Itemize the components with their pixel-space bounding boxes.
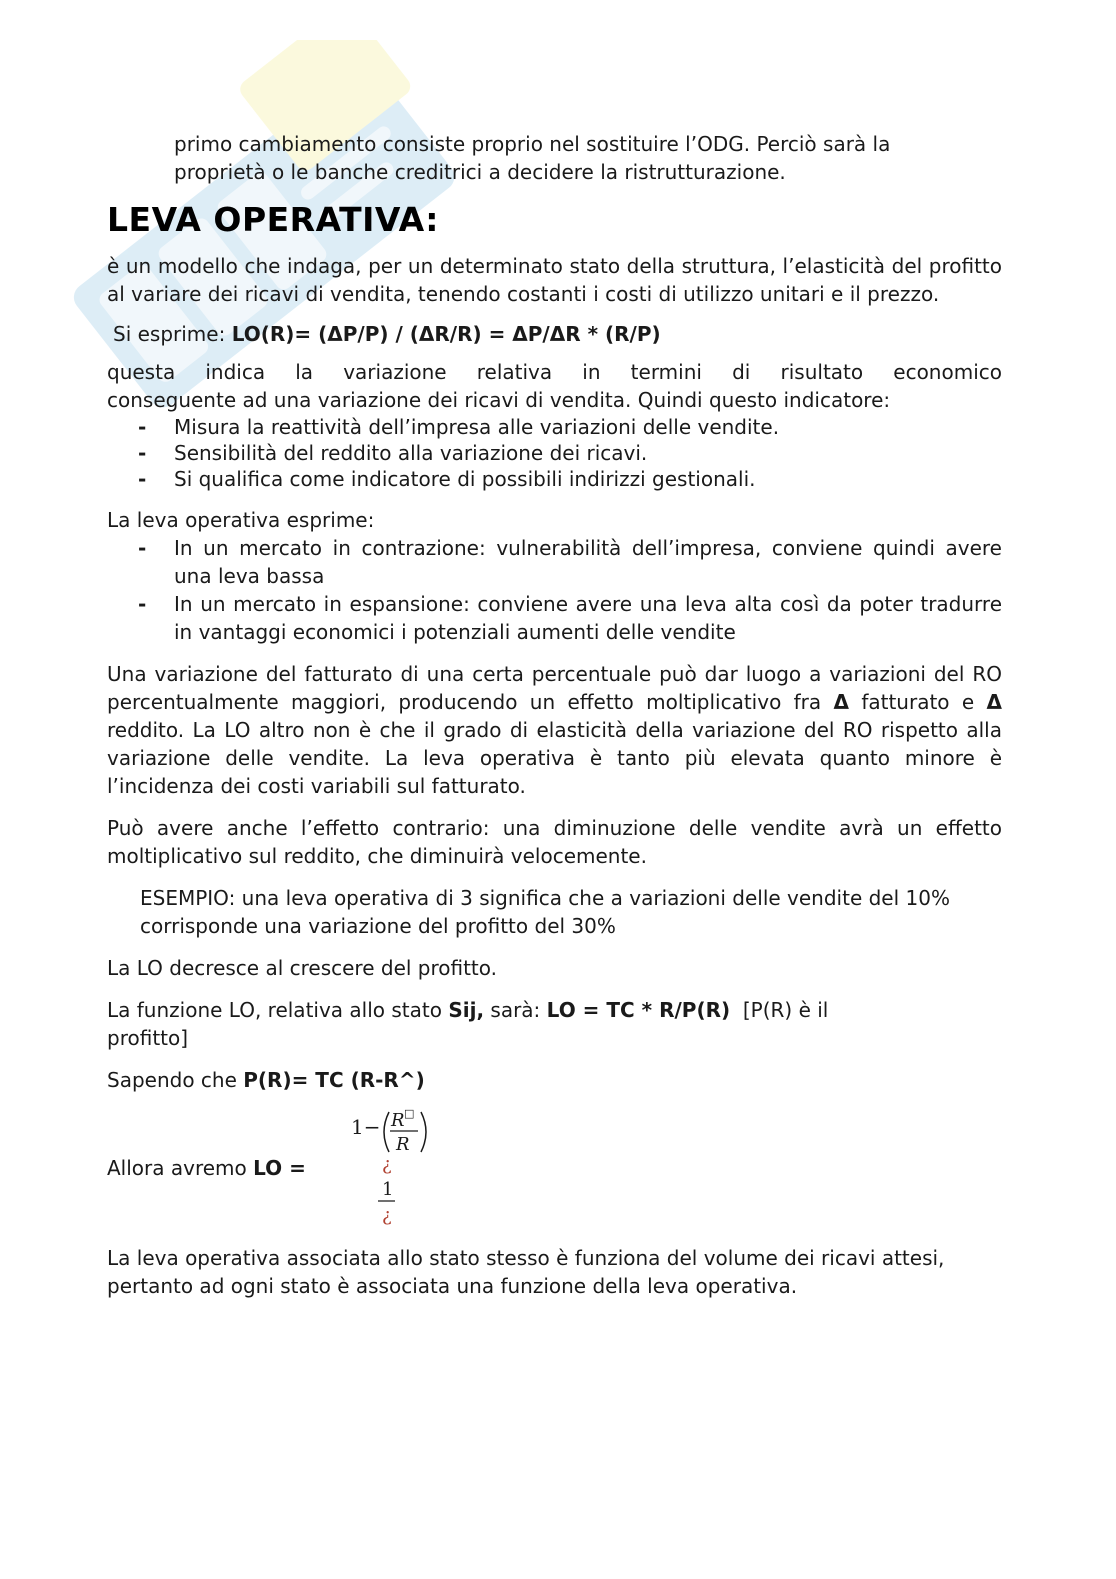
list-item: - In un mercato in espansione: conviene avere una leva alta così da poter tradurre in vantaggi economici i potenziali aumenti delle vendite: [138, 592, 1002, 644]
delta-symbol: Δ: [986, 690, 1002, 714]
conclusion-paragraph: La leva operativa associata allo stato stesso è funziona del volume dei ricavi attesi, pertanto ad ogni stato è associata una funzione della leva operativa.: [107, 1246, 945, 1298]
inverted-question-bottom: ¿: [382, 1205, 392, 1226]
bullet-dash: -: [138, 536, 147, 560]
example-paragraph: ESEMPIO: una leva operativa di 3 significa che a variazioni delle vendite del 10% corrisponde una variazione del profitto del 30%: [140, 886, 950, 938]
allora-lo-label: LO =: [253, 1156, 306, 1180]
bullet-dash: -: [138, 467, 147, 491]
list-item: - In un mercato in contrazione: vulnerabilità dell’impresa, conviene quindi avere una leva bassa: [138, 536, 1002, 588]
lo-fraction-formula: [345, 1104, 455, 1234]
state-label: Sij,: [448, 998, 485, 1022]
indicator-line-1: questa indica la variazione relativa in termini di risultato economico: [107, 360, 1002, 384]
indicator-paragraph: [107, 358, 1002, 414]
definition-paragraph: è un modello che indaga, per un determinato stato della struttura, l’elasticità del profitto al variare dei ricavi di vendita, tenendo costanti i costi di utilizzo unitari e il prezzo.: [107, 254, 1002, 306]
expression-line: [107, 320, 1002, 348]
allora-line: Allora avremo LO =: [107, 1156, 306, 1180]
list-item: - Si qualifica come indicatore di possibili indirizzi gestionali.: [138, 467, 756, 491]
intro-line-1: primo cambiamento consiste proprio nel sostituire l’ODG. Perciò sarà la: [174, 132, 891, 156]
denominator-r: R: [396, 1134, 410, 1155]
numerator-r: R: [391, 1110, 405, 1131]
function-lo-paragraph: La funzione LO, relativa allo stato Sij, sarà: LO = TC * R/P(R) [P(R) è il profitto]: [107, 998, 829, 1050]
one-text: 1: [382, 1179, 394, 1200]
list-item: - Sensibilità del reddito alla variazione dei ricavi.: [138, 441, 648, 465]
sapendo-formula: P(R)= TC (R-R^): [243, 1068, 425, 1092]
indicator-list: [107, 414, 1002, 492]
one-minus-text: 1−: [351, 1115, 381, 1139]
intro-continuation: [107, 130, 1002, 186]
market-list: [107, 534, 1002, 646]
box-symbol: □: [404, 1107, 415, 1120]
expression-label: Si esprime:: [113, 322, 232, 346]
delta-symbol: Δ: [833, 690, 849, 714]
indicator-line-2: conseguente ad una variazione dei ricavi di vendita. Quindi questo indicatore:: [107, 388, 891, 412]
bullet-dash: -: [138, 441, 147, 465]
document-page: [107, 130, 1002, 1300]
inverted-question-top: ¿: [382, 1154, 392, 1175]
bullet-dash: -: [138, 592, 147, 616]
function-lo-formula: LO = TC * R/P(R): [546, 998, 731, 1022]
sapendo-line: Sapendo che P(R)= TC (R-R^): [107, 1068, 425, 1092]
leva-esprime-line: La leva operativa esprime:: [107, 508, 375, 532]
bullet-dash: -: [138, 415, 147, 439]
right-paren: [421, 1112, 426, 1152]
allora-formula-row: [107, 1104, 1002, 1234]
intro-line-2: proprietà o le banche creditrici a decidere la ristrutturazione.: [174, 160, 786, 184]
section-heading: LEVA OPERATIVA:: [107, 200, 440, 239]
contrary-paragraph: Può avere anche l’effetto contrario: una diminuzione delle vendite avrà un effetto moltiplicativo sul reddito, che diminuirà velocemente.: [107, 816, 1002, 868]
expression-formula: LO(R)= (ΔP/P) / (ΔR/R) = ΔP/ΔR * (R/P): [231, 322, 661, 346]
left-paren: [384, 1112, 389, 1152]
lo-decresce-line: La LO decresce al crescere del profitto.: [107, 956, 498, 980]
list-item: - Misura la reattività dell’impresa alle variazioni delle vendite.: [138, 415, 780, 439]
variation-paragraph: Una variazione del fatturato di una certa percentuale può dar luogo a variazioni del RO percentualmente maggiori, producendo un effetto moltiplicativo fra Δ fatturato e Δ reddito. La LO altro non è che il grado di elasticità della variazione del RO rispetto alla variazione delle vendite. La leva operativa è tanto più elevata quanto minore è l’incidenza dei costi variabili sul fatturato.: [107, 662, 1002, 798]
